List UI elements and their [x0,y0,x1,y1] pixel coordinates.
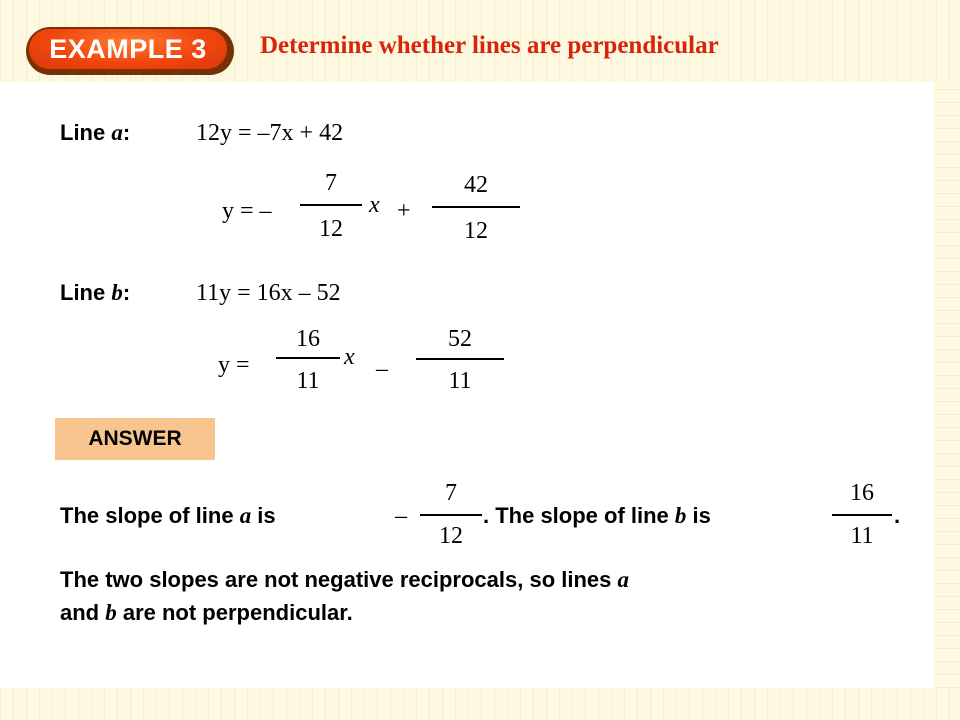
line-a-var-x: x [369,192,380,218]
conclusion-line-1 [60,567,629,593]
slope-b-text: . The slope of line [483,503,675,528]
line-a-coef-fraction-bar [300,204,362,206]
line-b-coef-numerator: 16 [296,326,320,352]
line-b-minus: – [376,356,388,382]
slope-b-fraction-bar [832,514,892,516]
line-a-const-fraction-bar [432,206,520,208]
slope-a-numerator: 7 [445,480,457,506]
slope-a-text: The slope of line [60,503,240,528]
line-a-coef-numerator: 7 [325,170,337,196]
line-a-const-denominator: 12 [464,218,488,244]
line-b-const-fraction-bar [416,358,504,360]
conclusion-text-1: The two slopes are not negative reciprocals, so lines [60,567,618,592]
slope-b-period: . [894,503,901,528]
line-a-equation: 12y = –7x + 42 [196,120,344,146]
conclusion-line-2 [60,600,353,626]
line-a-label [60,120,130,146]
slope-a-sign: – [395,503,407,529]
conclusion-text-2-pre: and [60,600,106,625]
slope-b-numerator: 16 [850,480,874,506]
page-title: Determine whether lines are perpendicular [260,32,719,59]
line-a-coef-denominator: 12 [319,216,343,242]
line-b-label-suffix: : [122,280,131,305]
line-a-lhs: y = – [222,198,272,224]
slope-b-denominator: 11 [850,523,874,549]
conclusion-text-2-post: are not perpendicular. [116,600,353,625]
line-b-const-denominator: 11 [448,368,472,394]
slope-b-sentence [483,503,711,529]
line-b-const-numerator: 52 [448,326,472,352]
slope-a-fraction-bar [420,514,482,516]
line-b-coef-fraction-bar [276,357,340,359]
line-a-const-numerator: 42 [464,172,488,198]
line-a-label-suffix: : [122,120,131,145]
line-a-plus: + [397,198,411,224]
line-b-coef-denominator: 11 [296,368,320,394]
line-b-label-var: b [111,280,123,305]
slope-a-denominator: 12 [439,523,463,549]
line-b-equation: 11y = 16x – 52 [196,280,341,306]
right-decorative-band [934,82,960,688]
conclusion-var-b: b [105,600,117,625]
slope-a-var: a [239,503,252,528]
line-a-label-prefix: Line [60,120,112,145]
line-b-label-prefix: Line [60,280,112,305]
slope-b-var: b [674,503,687,528]
slope-a-sentence [60,503,276,529]
example-badge: EXAMPLE 3 [29,29,227,69]
slope-b-is: is [686,503,711,528]
line-b-var-x: x [344,344,355,370]
line-b-label [60,280,130,306]
bottom-decorative-band [0,688,960,720]
line-a-label-var: a [111,120,123,145]
slope-a-is: is [251,503,276,528]
line-b-lhs: y = [218,352,250,378]
answer-badge: ANSWER [55,418,215,460]
conclusion-var-a: a [617,567,630,592]
